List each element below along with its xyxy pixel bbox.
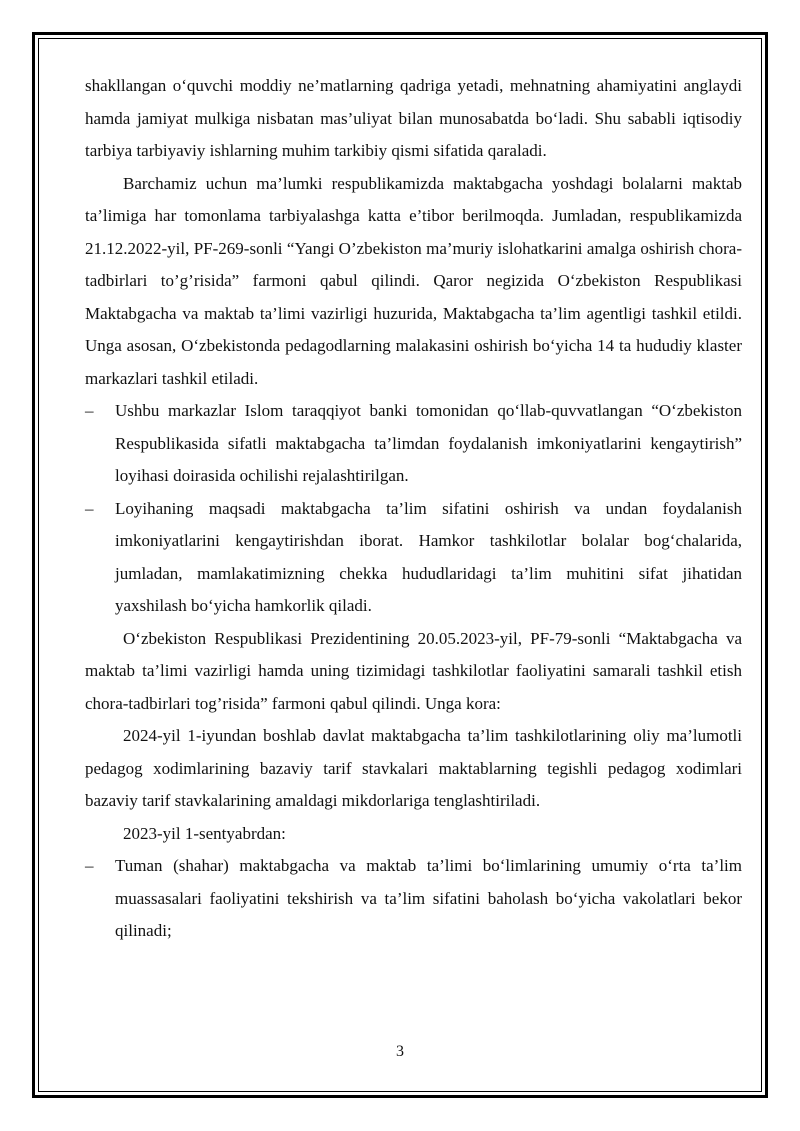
paragraph-september-date: 2023-yil 1-sentyabrdan:	[123, 823, 286, 843]
page-number: 3	[396, 1043, 404, 1060]
paragraph-tariff-rates: 2024-yil 1-iyundan boshlab davlat maktabgacha ta’lim tashkilotlarining oliy ma’lumotli pedagog xodimlarining bazaviy tarif stavkalari maktablarning tegishli pedagog xodimlari bazaviy tarif stavkalarining amaldagi mikdorlariga tenglashtiriladi.	[85, 726, 742, 810]
list-item-cluster-centers	[85, 395, 742, 493]
list-item-project-goal	[85, 493, 742, 623]
bullet-dash: –	[85, 401, 94, 420]
paragraph-economic-education: shakllangan o‘quvchi moddiy ne’matlarning qadriga yetadi, mehnatning ahamiyatini anglaydi hamda jamiyat mulkiga nisbatan mas’uliyat bilan munosabatda bo‘ladi. Shu sababli iqtisodiy tarbiya tarbiyaviy ishlarning muhim tarkibiy qismi sifatida qaraladi.	[85, 76, 742, 160]
bullet-dash: –	[85, 856, 94, 875]
list-item-district-powers	[85, 850, 742, 948]
bullet-dash: –	[85, 498, 94, 518]
document-body	[85, 70, 742, 948]
list-item-text: Loyihaning maqsadi maktabgacha ta’lim sifatini oshirish va undan foydalanish imkoniyatlarini kengaytirishdan iborat. Hamkor tashkilotlar bolalar bog‘chalarida, jumladan, mamlakatimizning chekka hududlaridagi ta’lim muhitini sifat jihatidan yaxshilash bo‘yicha hamkorlik qiladi.	[115, 498, 742, 615]
paragraph-presidential-decree: O‘zbekiston Respublikasi Prezidentining 20.05.2023-yil, PF-79-sonli “Maktabgacha va maktab ta’limi vazirligi hamda uning tizimidagi tashkilotlar faoliyatini samarali tashkil etish chora-tadbirlari tog’risida” farmoni qabul qilindi. Unga kora:	[85, 628, 742, 713]
list-item-text: Tuman (shahar) maktabgacha va maktab ta’limi bo‘limlarining umumiy o‘rta ta’lim muassasalari faoliyatini tekshirish va ta’lim sifatini baholash bo‘yicha vakolatlari bekor qilinadi;	[115, 856, 742, 940]
list-item-text: Ushbu markazlar Islom taraqqiyot banki tomonidan qo‘llab-quvvatlangan “O‘zbekiston Respublikasida sifatli maktabgacha ta’limdan foydalanish imkoniyatlarini kengaytirish” loyihasi doirasida ochilishi rejalashtirilgan.	[115, 401, 742, 485]
paragraph-preschool-reform: Barchamiz uchun ma’lumki respublikamizda maktabgacha yoshdagi bolalarni maktab ta’limiga har tomonlama tarbiyalashga katta e’tibor berilmoqda. Jumladan, respublikamizda 21.12.2022-yil, PF-269-sonli “Yangi O’zbekiston ma’muriy islohatkarini amalga oshirish chora-tadbirlari to’g’risida” farmoni qabul qilindi. Qaror negizida O‘zbekiston Respublikasi Maktabgacha va maktab ta’limi vazirligi huzurida, Maktabgacha ta’lim agentligi tashkil etildi. Unga asosan, O‘zbekistonda pedagodlarning malakasini oshirish bo‘yicha 14 ta hududiy klaster markazlari tashkil etiladi.	[85, 173, 742, 388]
